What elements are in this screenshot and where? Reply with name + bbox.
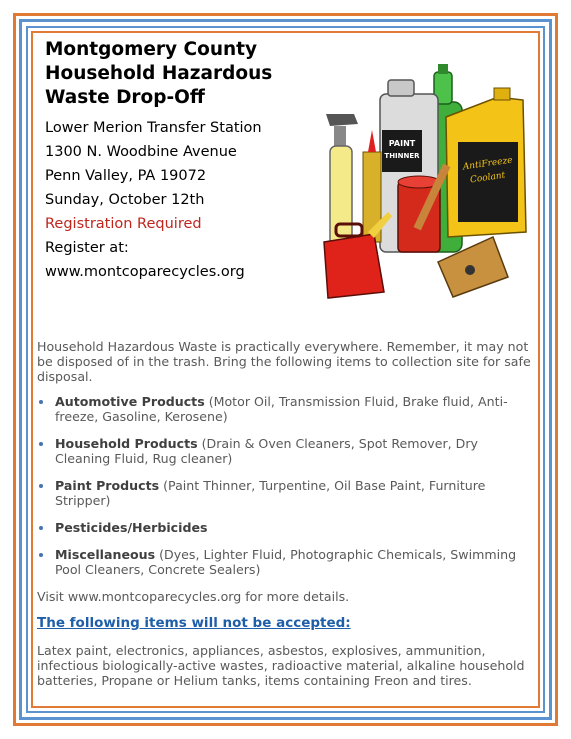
antifreeze-label-line-2: Coolant <box>469 170 506 186</box>
item-category: Household Products <box>55 436 198 451</box>
visit-website-text: Visit www.montcoparecycles.org for more details. <box>37 589 350 604</box>
list-item <box>37 478 533 508</box>
event-date: Sunday, October 12th <box>45 192 205 208</box>
list-item <box>37 436 533 466</box>
bullet-icon <box>39 400 43 404</box>
registration-notice: Registration Required <box>45 216 202 232</box>
item-category: Pesticides/Herbicides <box>55 520 208 535</box>
accepted-items-list <box>37 394 533 577</box>
item-category: Miscellaneous <box>55 547 156 562</box>
page-title <box>45 38 335 110</box>
item-category: Automotive Products <box>55 394 205 409</box>
list-item <box>37 547 533 577</box>
not-accepted-heading[interactable]: The following items will not be accepted: <box>37 615 351 631</box>
street-address: 1300 N. Woodbine Avenue <box>45 144 237 160</box>
location-name: Lower Merion Transfer Station <box>45 120 262 136</box>
title-line-1: Montgomery County <box>45 39 258 60</box>
title-line-2: Household Hazardous <box>45 63 273 84</box>
paint-label-line-1: PAINT <box>388 139 416 148</box>
event-header <box>45 38 335 284</box>
item-detail: (Paint Thinner, Turpentine, Oil Base Paint, Furniture Stripper) <box>55 478 486 508</box>
bullet-icon <box>39 442 43 446</box>
antifreeze-label-line-1: AntiFreeze <box>462 155 514 173</box>
title-line-3: Waste Drop-Off <box>45 87 205 108</box>
city-address: Penn Valley, PA 19072 <box>45 168 207 184</box>
hazardous-products-illustration <box>318 62 543 302</box>
intro-text: Household Hazardous Waste is practically everywhere. Remember, it may not be disposed of in the trash. Bring the following items to collection site for safe disposal. <box>37 339 531 384</box>
item-detail: (Motor Oil, Transmission Fluid, Brake fluid, Anti-freeze, Gasoline, Kerosene) <box>55 394 508 424</box>
list-item <box>37 520 533 535</box>
not-accepted-text: Latex paint, electronics, appliances, asbestos, explosives, ammunition, infectious biologically-active wastes, radioactive material, alkaline household batteries, Propane or Helium tanks, items containing Freon and tires. <box>37 643 525 688</box>
info-section <box>37 339 533 688</box>
bullet-icon <box>39 553 43 557</box>
item-detail: (Drain & Oven Cleaners, Spot Remover, Dry Cleaning Fluid, Rug cleaner) <box>55 436 478 466</box>
item-detail: (Dyes, Lighter Fluid, Photographic Chemicals, Swimming Pool Cleaners, Concrete Sealers) <box>55 547 517 577</box>
register-label: Register at: <box>45 240 129 256</box>
register-website[interactable]: www.montcoparecycles.org <box>45 264 245 280</box>
bullet-icon <box>39 526 43 530</box>
list-item <box>37 394 533 424</box>
item-category: Paint Products <box>55 478 160 493</box>
bullet-icon <box>39 484 43 488</box>
paint-label-line-2: THINNER <box>384 152 420 160</box>
